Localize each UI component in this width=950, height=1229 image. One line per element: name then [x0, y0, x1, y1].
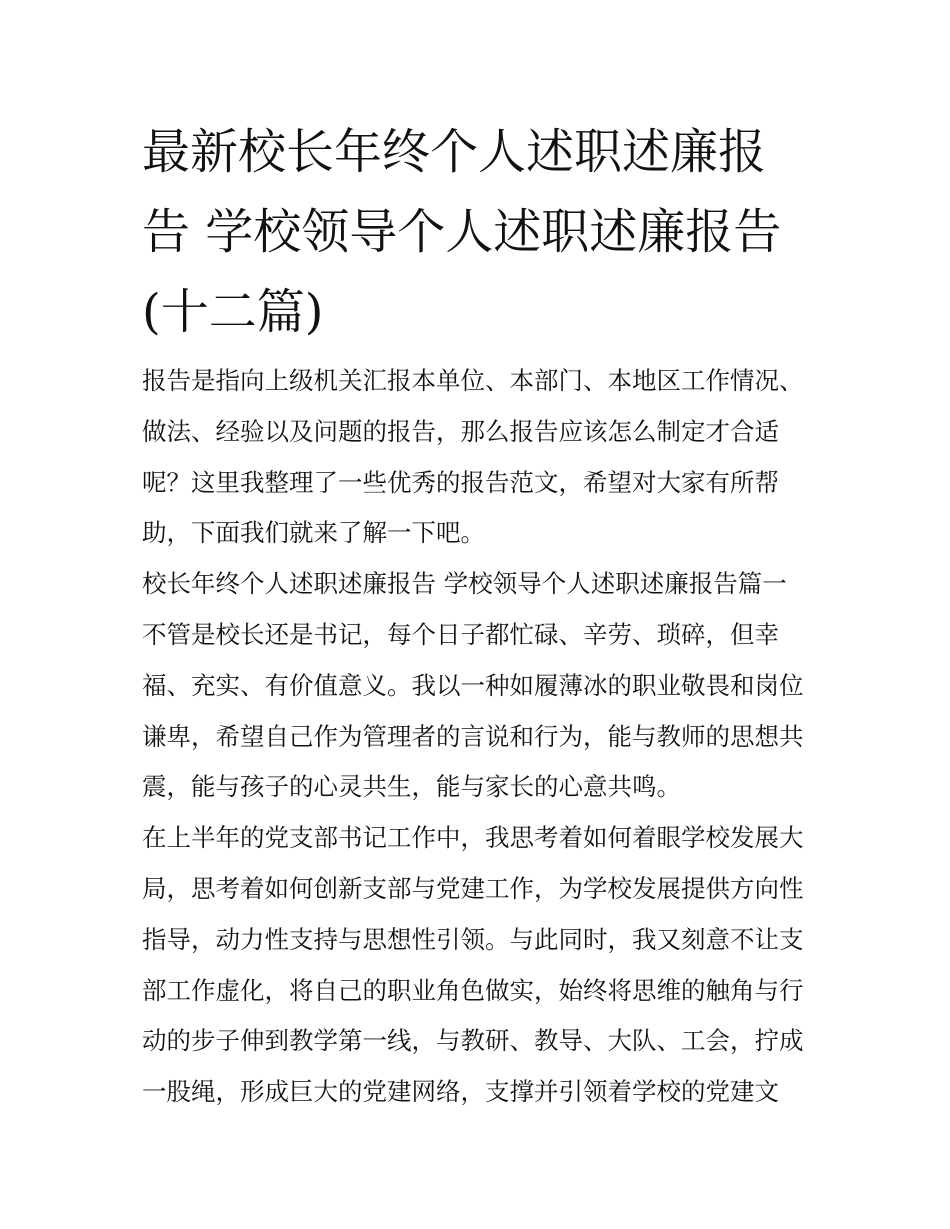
- text-line: 不管是校长还是书记，每个日子都忙碌、辛劳、琐碎，但幸: [142, 619, 779, 649]
- text-line: 助，下面我们就来了解一下吧。: [142, 518, 485, 548]
- text-line: 福、充实、有价值意义。我以一种如履薄冰的职业敬畏和岗位: [142, 670, 804, 700]
- title-line: 告 学校领导个人述职述廉报告: [142, 204, 782, 260]
- body-paragraph: [142, 813, 822, 1118]
- text-line: 局，思考着如何创新支部与党建工作，为学校发展提供方向性: [142, 873, 804, 903]
- title-line: (十二篇): [142, 284, 324, 340]
- text-line: 呢？这里我整理了一些优秀的报告范文，希望对大家有所帮: [142, 467, 779, 497]
- text-line: 震，能与孩子的心灵共生，能与家长的心意共鸣。: [142, 772, 681, 802]
- text-line: 校长年终个人述职述廉报告 学校领导个人述职述廉报告篇一: [142, 569, 787, 599]
- section-heading-paragraph: [142, 559, 822, 610]
- text-line: 一股绳，形成巨大的党建网络，支撑并引领着学校的党建文: [142, 1077, 779, 1107]
- text-line: 指导，动力性支持与思想性引领。与此同时，我又刻意不让支: [142, 924, 804, 954]
- text-line: 报告是指向上级机关汇报本单位、本部门、本地区工作情况、: [142, 366, 804, 395]
- text-line: 在上半年的党支部书记工作中，我思考着如何着眼学校发展大: [142, 823, 804, 853]
- text-line: 做法、经验以及问题的报告，那么报告应该怎么制定才合适: [142, 416, 779, 446]
- body-paragraph: [142, 610, 822, 813]
- intro-paragraph: [142, 356, 822, 559]
- text-line: 谦卑，希望自己作为管理者的言说和行为，能与教师的思想共: [142, 721, 804, 751]
- document-body: [142, 356, 822, 1118]
- text-line: 部工作虚化，将自己的职业角色做实，始终将思维的触角与行: [142, 975, 804, 1005]
- text-line: 动的步子伸到教学第一线，与教研、教导、大队、工会，拧成: [142, 1026, 804, 1056]
- title-line: 最新校长年终个人述职述廉报: [142, 124, 767, 180]
- document-title: [142, 112, 822, 352]
